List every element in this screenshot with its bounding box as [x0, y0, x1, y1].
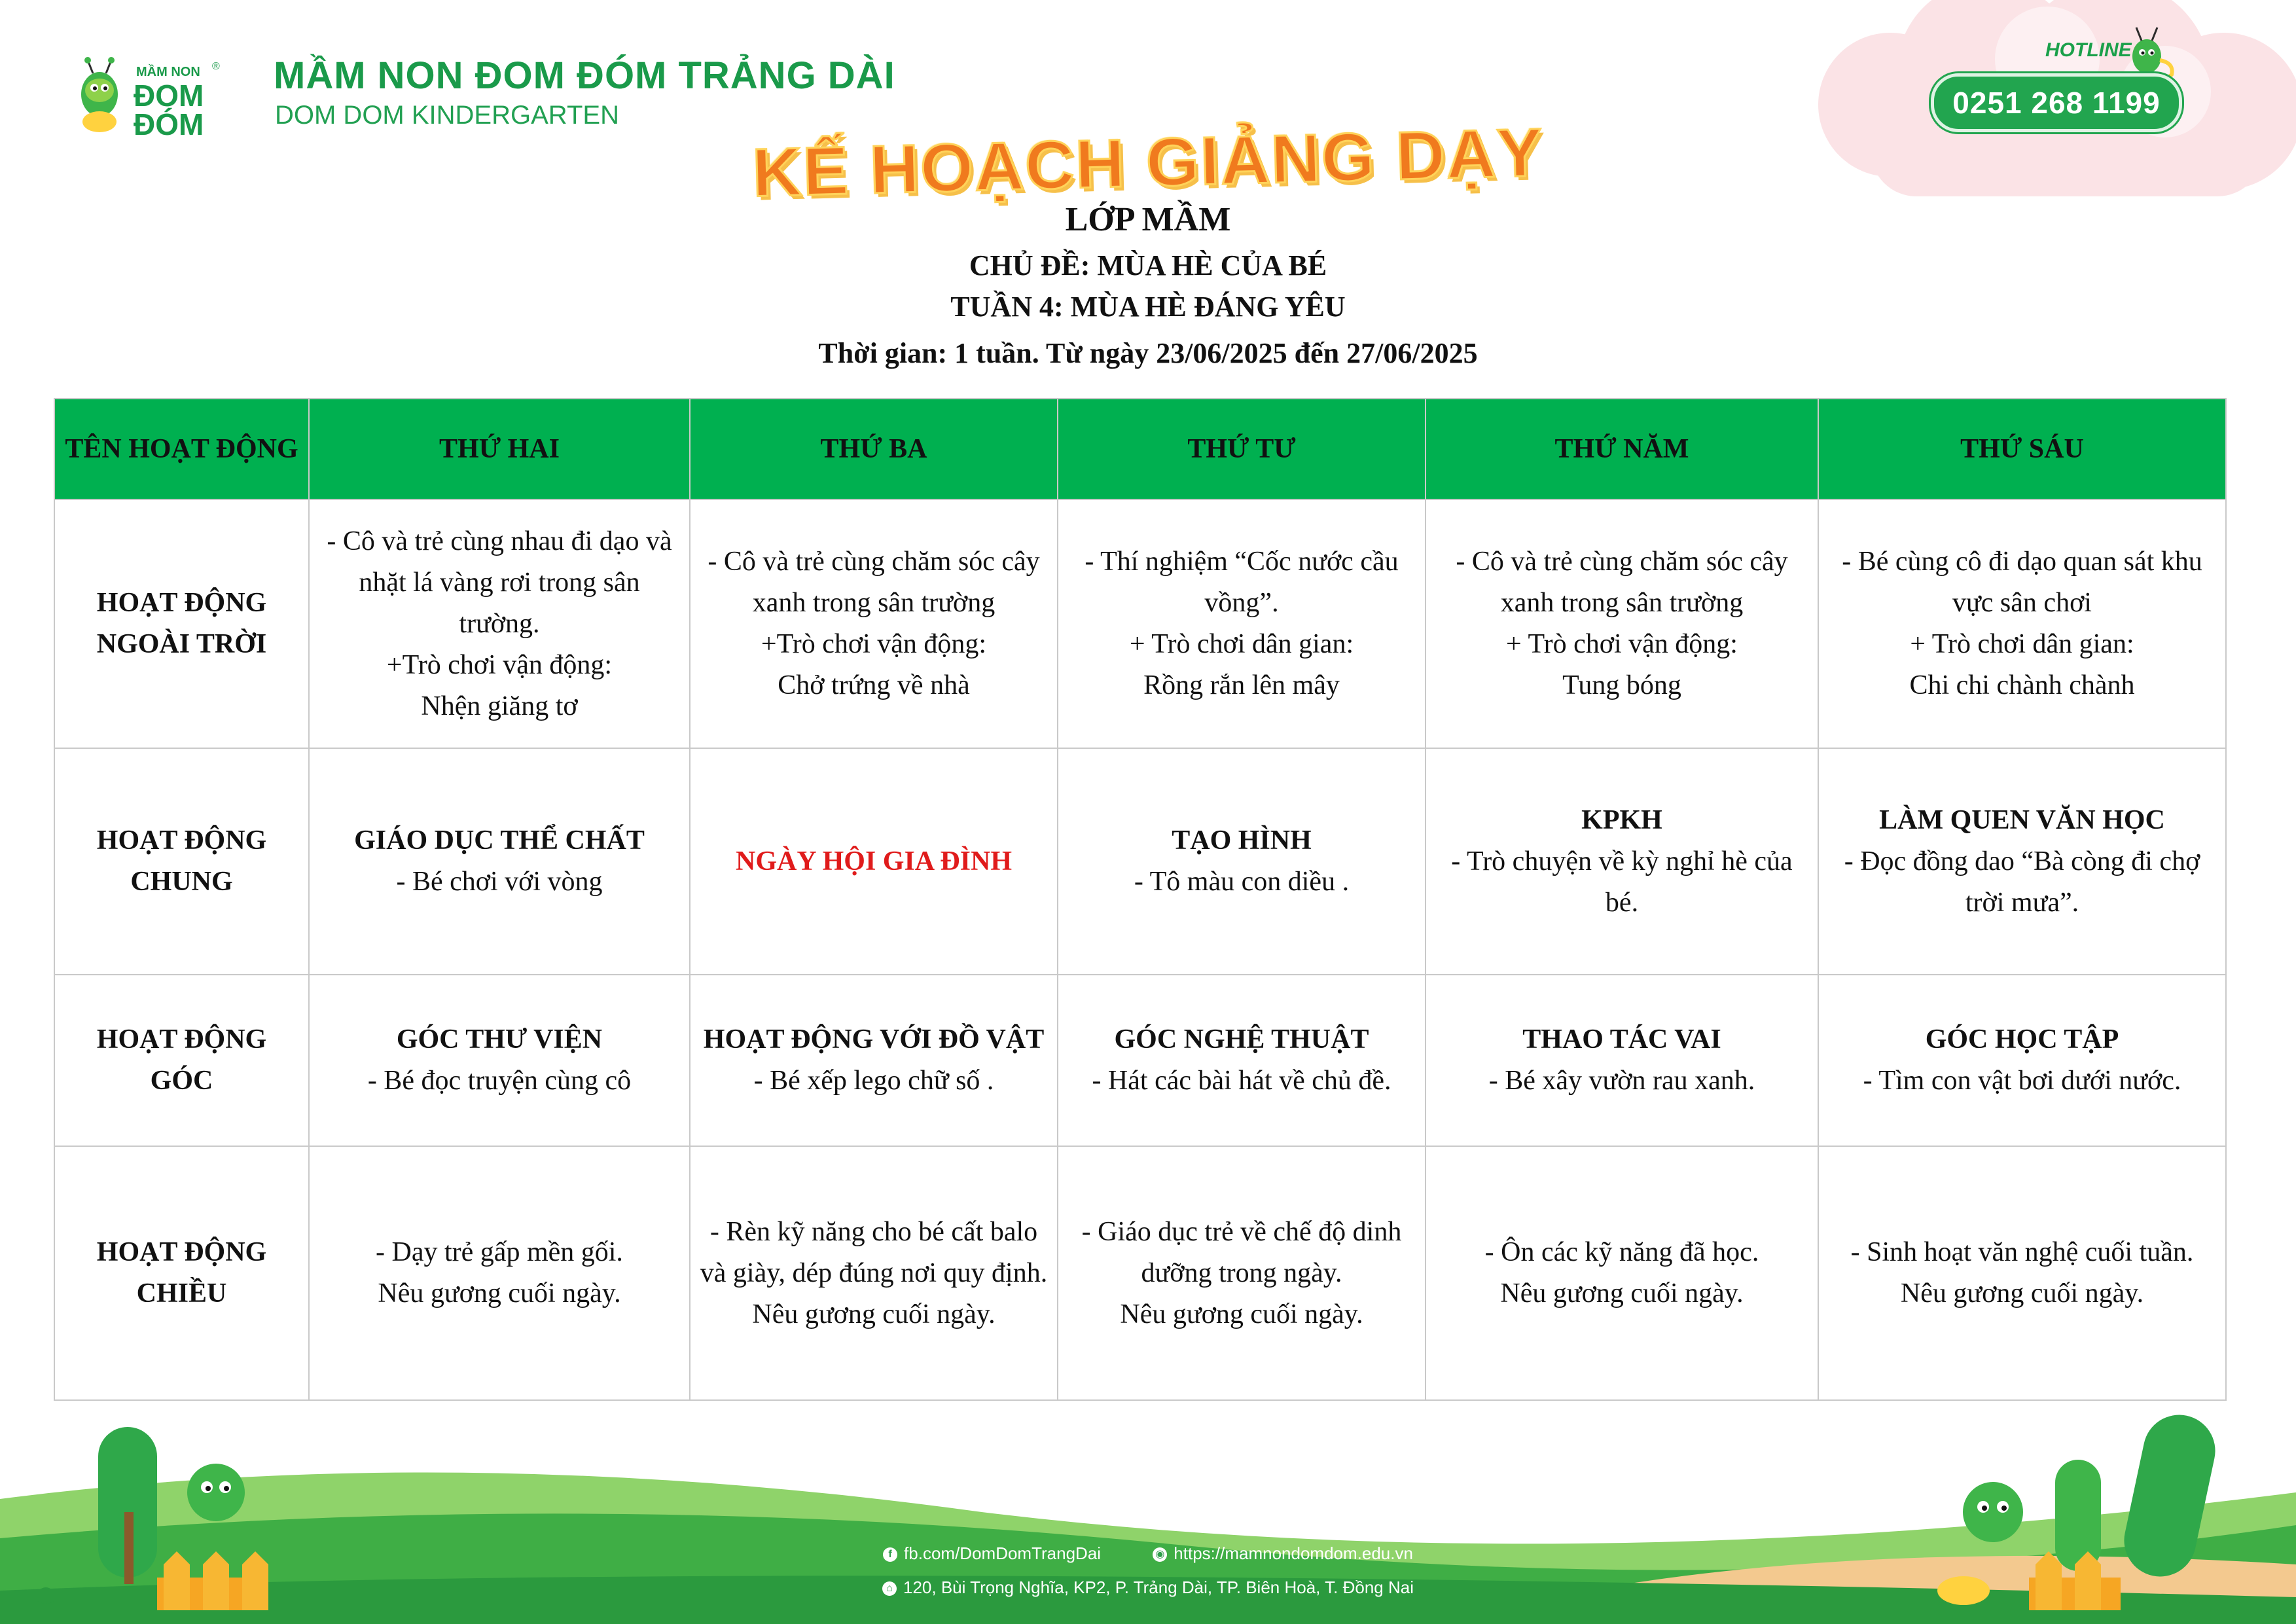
cell-text: - Bé cùng cô đi dạo quan sát khu vực sân chơi + Trò chơi dân gian: Chi chi chành chành — [1842, 547, 2202, 700]
row-label: HOẠT ĐỘNG NGOÀI TRỜI — [54, 499, 309, 748]
table-cell — [690, 499, 1058, 748]
header-thursday: THỨ NĂM — [1426, 399, 1818, 499]
table-cell — [690, 748, 1058, 975]
cell-text: - Tô màu con diều . — [1134, 867, 1350, 897]
table-cell — [309, 748, 690, 975]
table-cell — [309, 499, 690, 748]
table-cell — [1426, 499, 1818, 748]
cell-text: - Đọc đồng dao “Bà còng đi chợ trời mưa”. — [1844, 846, 2200, 918]
facebook-link[interactable]: fb.com/DomDomTrangDai — [904, 1543, 1102, 1563]
footer-address — [882, 1578, 1414, 1598]
cell-text: - Bé xếp lego chữ số . — [753, 1066, 994, 1096]
hotline-label: HOTLINE — [2045, 39, 2132, 61]
svg-text:ĐÓM: ĐÓM — [134, 107, 204, 139]
table-cell — [1818, 499, 2226, 748]
footer-address-line — [0, 1578, 2296, 1598]
theme-title: CHỦ ĐỀ: MÙA HÈ CỦA BÉ — [969, 249, 1327, 281]
website-link[interactable]: https://mamnondomdom.edu.vn — [1174, 1543, 1413, 1563]
brand-logo — [73, 54, 228, 139]
cell-title: GÓC NGHỆ THUẬT — [1114, 1024, 1369, 1055]
cell-text: - Bé đọc truyện cùng cô — [367, 1066, 632, 1096]
lesson-plan-table — [54, 398, 2227, 1401]
table-cell — [1818, 1146, 2226, 1400]
firefly-mascot-icon — [81, 57, 118, 132]
table-cell — [1426, 975, 1818, 1146]
table-header-row — [54, 399, 2226, 499]
cell-title: TẠO HÌNH — [1172, 825, 1312, 856]
address-text: 120, Bùi Trọng Nghĩa, KP2, P. Trảng Dài, TP. Biên Hoà, T. Đồng Nai — [903, 1578, 1414, 1597]
svg-text:ĐOM: ĐOM — [134, 79, 204, 113]
table-cell — [1426, 748, 1818, 975]
header-monday: THỨ HAI — [309, 399, 690, 499]
table-cell — [1818, 748, 2226, 975]
cell-text: - Tìm con vật bơi dưới nước. — [1863, 1066, 2181, 1096]
table-cell — [1058, 748, 1426, 975]
globe-icon: ◉ — [1153, 1547, 1167, 1562]
table-cell — [1058, 499, 1426, 748]
header-wednesday: THỨ TƯ — [1058, 399, 1426, 499]
svg-text:MẦM NON: MẦM NON — [136, 65, 200, 79]
header-tuesday: THỨ BA — [690, 399, 1058, 499]
week-title: TUẦN 4: MÙA HÈ ĐÁNG YÊU — [950, 291, 1346, 323]
facebook-icon: f — [883, 1547, 897, 1562]
row-label: HOẠT ĐỘNG GÓC — [54, 975, 309, 1146]
table-row-outdoor — [54, 499, 2226, 748]
class-name: LỚP MẦM — [1065, 201, 1231, 238]
cell-title: LÀM QUEN VĂN HỌC — [1879, 804, 2165, 835]
cell-text: - Cô và trẻ cùng chăm sóc cây xanh trong sân trường +Trò chơi vận động: Chở trứng về nhà — [708, 547, 1040, 700]
cell-text: - Sinh hoạt văn nghệ cuối tuần. Nêu gương cuối ngày. — [1850, 1237, 2194, 1308]
time-period: Thời gian: 1 tuần. Từ ngày 23/06/2025 đến 27/06/2025 — [818, 337, 1478, 369]
table-row-afternoon — [54, 1146, 2226, 1400]
table-cell — [1058, 975, 1426, 1146]
table-cell — [1426, 1146, 1818, 1400]
event-highlight: NGÀY HỘI GIA ĐÌNH — [736, 846, 1012, 876]
cell-text: - Cô và trẻ cùng nhau đi dạo và nhặt lá vàng rơi trong sân trường. +Trò chơi vận động: Nhện giăng tơ — [327, 526, 672, 721]
table-row-corner — [54, 975, 2226, 1146]
table-cell — [690, 975, 1058, 1146]
cell-text: - Rèn kỹ năng cho bé cất balo và giày, dép đúng nơi quy định. Nêu gương cuối ngày. — [700, 1216, 1048, 1329]
row-label: HOẠT ĐỘNG CHUNG — [54, 748, 309, 975]
cell-text: - Dạy trẻ gấp mền gối. Nêu gương cuối ngày. — [376, 1237, 623, 1308]
plan-title: KẾ HOẠCH GIẢNG DẠY — [751, 115, 1545, 211]
row-label: HOẠT ĐỘNG CHIỀU — [54, 1146, 309, 1400]
cell-text: - Cô và trẻ cùng chăm sóc cây xanh trong sân trường + Trò chơi vận động: Tung bóng — [1456, 547, 1788, 700]
cell-title: GÓC HỌC TẬP — [1925, 1024, 2119, 1055]
cell-text: - Bé chơi với vòng — [396, 867, 603, 897]
cell-title: THAO TÁC VAI — [1522, 1024, 1721, 1055]
cell-text: - Ôn các kỹ năng đã học. Nêu gương cuối ngày. — [1484, 1237, 1759, 1308]
table-row-common — [54, 748, 2226, 975]
hotline-number[interactable]: 0251 268 1199 — [1931, 73, 2182, 132]
cell-title: GIÁO DỤC THỂ CHẤT — [354, 825, 645, 856]
firefly-mascot-icon — [2114, 17, 2179, 82]
table-cell — [1818, 975, 2226, 1146]
cell-text: - Giáo dục trẻ về chế độ dinh dưỡng trong ngày. Nêu gương cuối ngày. — [1081, 1216, 1402, 1329]
table-cell — [1058, 1146, 1426, 1400]
table-cell — [309, 1146, 690, 1400]
brand-subtitle: DOM DOM KINDERGARTEN — [275, 101, 619, 130]
header-activity-name: TÊN HOẠT ĐỘNG — [54, 399, 309, 499]
cell-title: KPKH — [1581, 804, 1662, 835]
home-icon: ⌂ — [882, 1581, 897, 1596]
footer-website[interactable] — [1153, 1543, 1413, 1564]
cell-text: - Thí nghiệm “Cốc nước cầu vồng”. + Trò chơi dân gian: Rồng rắn lên mây — [1085, 547, 1399, 700]
cell-text: - Bé xây vườn rau xanh. — [1488, 1066, 1755, 1096]
cell-text: - Trò chuyện về kỳ nghỉ hè của bé. — [1451, 846, 1793, 918]
footer-facebook[interactable] — [883, 1543, 1101, 1564]
svg-text:®: ® — [212, 61, 220, 72]
cell-text: - Hát các bài hát về chủ đề. — [1092, 1066, 1391, 1096]
table-cell — [309, 975, 690, 1146]
cell-title: GÓC THƯ VIỆN — [396, 1024, 603, 1055]
header-friday: THỨ SÁU — [1818, 399, 2226, 499]
cell-title: HOẠT ĐỘNG VỚI ĐỒ VẬT — [703, 1024, 1045, 1055]
brand-name: MẦM NON ĐOM ĐÓM TRẢNG DÀI — [274, 54, 895, 97]
footer-contact-line — [0, 1543, 2296, 1564]
table-cell — [690, 1146, 1058, 1400]
